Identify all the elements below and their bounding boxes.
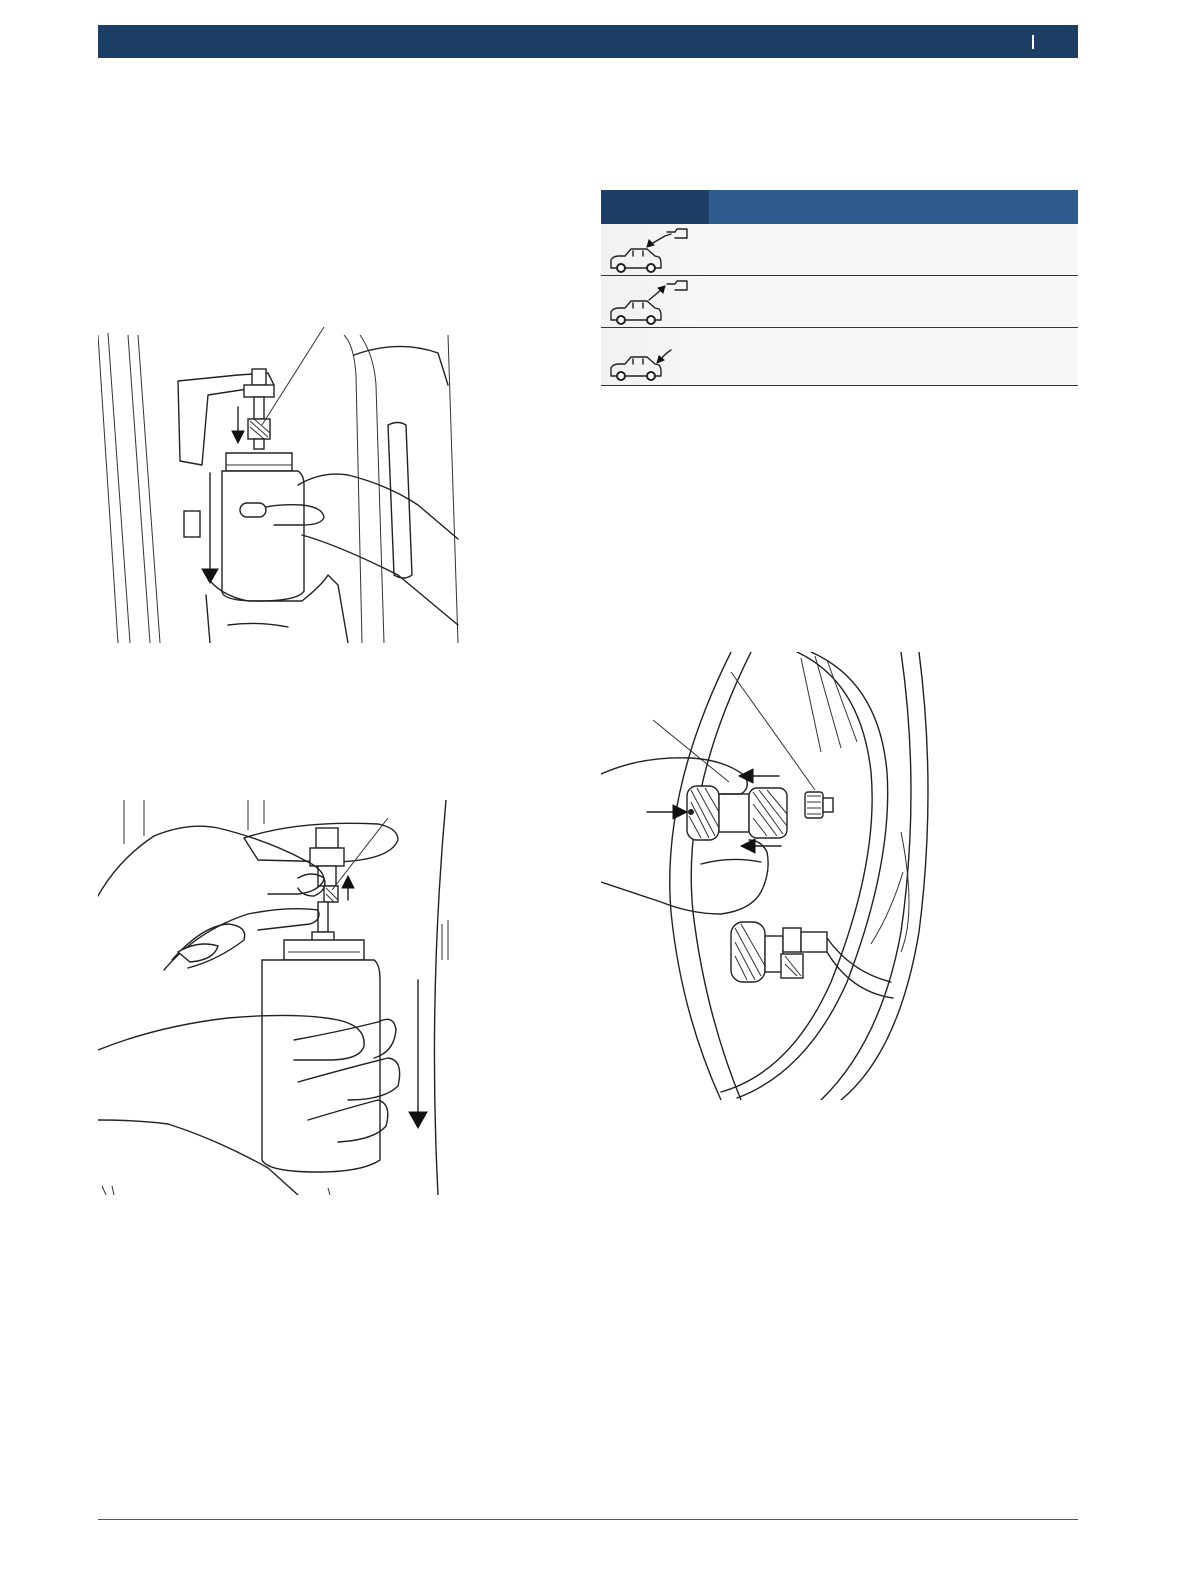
- symbol-table-row: [601, 276, 1078, 328]
- figure-bottle-remove: [98, 800, 468, 1195]
- car-with-inlet-arrow-icon: [605, 332, 697, 382]
- symbol-table-header-col-symbol: [601, 190, 709, 224]
- figure-bottle-attach: [98, 325, 468, 643]
- symbol-cell: [601, 276, 709, 327]
- symbol-table-header-col-description: [709, 190, 1078, 224]
- symbol-table-row: [601, 328, 1078, 386]
- symbol-cell: [601, 224, 709, 275]
- figure-coupler-connect-illustration: [601, 652, 936, 1100]
- symbol-table: [601, 190, 1078, 386]
- header-bar: [98, 25, 1078, 58]
- symbol-cell: [601, 328, 709, 385]
- car-with-fluid-drain-arrow-icon: [605, 278, 697, 326]
- symbol-description: [709, 328, 1078, 385]
- figure-coupler-connect: [601, 652, 936, 1100]
- header-separator: [1032, 35, 1034, 49]
- symbol-description: [709, 224, 1078, 275]
- symbol-table-row: [601, 224, 1078, 276]
- symbol-table-header: [601, 190, 1078, 224]
- figure-bottle-attach-illustration: [98, 325, 468, 643]
- symbol-description: [709, 276, 1078, 327]
- figure-bottle-remove-illustration: [98, 800, 468, 1195]
- car-with-fluid-fill-arrow-icon: [605, 226, 697, 274]
- footer-rule: [98, 1519, 1078, 1520]
